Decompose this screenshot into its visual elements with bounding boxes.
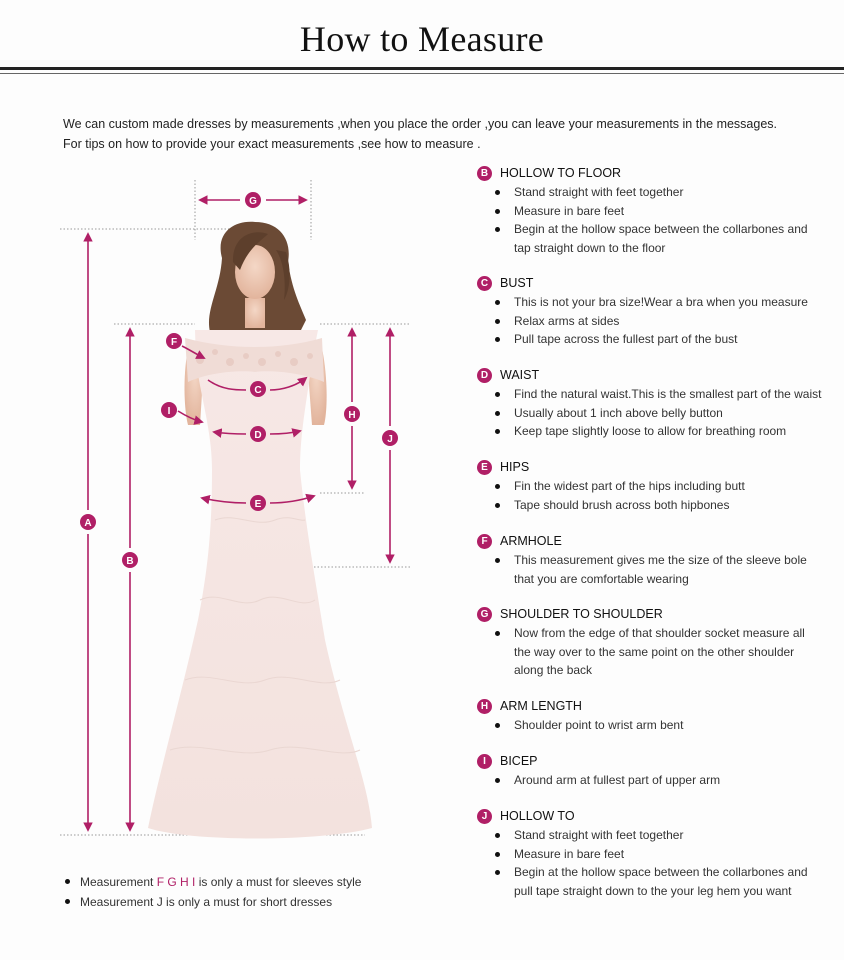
list-item: Begin at the hollow space between the collarbones and pull tape straight down to the your leg hem you want [477, 863, 824, 900]
section-waist [477, 366, 837, 441]
section-badge: D [477, 368, 492, 383]
marker-g [245, 192, 261, 208]
list-item: This is not your bra size!Wear a bra when you measure [477, 293, 824, 312]
section-arm-length [477, 697, 837, 735]
marker-d [250, 426, 266, 442]
note-sleeves [64, 872, 361, 892]
section-hollow-to [477, 807, 837, 900]
list-item: Measure in bare feet [477, 845, 824, 864]
section-badge: F [477, 534, 492, 549]
page-title: How to Measure [299, 19, 545, 59]
marker-j-label: J [387, 434, 393, 445]
list-item: Keep tape slightly loose to allow for breathing room [477, 422, 824, 441]
marker-f-label: F [170, 337, 178, 348]
list-item: Usually about 1 inch above belly button [477, 404, 824, 423]
section-badge: H [477, 699, 492, 714]
intro-line-1: We can custom made dresses by measurements ,when you place the order ,you can leave your measurements in the messages. [63, 117, 778, 131]
section-badge: E [477, 460, 492, 475]
list-item: Around arm at fullest part of upper arm [477, 771, 824, 790]
section-hollow-to-floor [477, 164, 837, 257]
marker-g-label: G [249, 196, 257, 207]
section-badge: G [477, 607, 492, 622]
section-title: HIPS [500, 460, 530, 474]
intro-line-2: For tips on how to provide your exact measurements ,see how to measure . [63, 137, 481, 151]
marker-d-label: D [254, 430, 262, 441]
section-badge: J [477, 809, 492, 824]
section-title: BUST [500, 276, 534, 290]
section-bicep [477, 752, 837, 790]
notes-list [64, 872, 361, 912]
section-title: HOLLOW TO [500, 809, 575, 823]
marker-b [122, 552, 138, 568]
section-title: BICEP [500, 754, 538, 768]
list-item: Shoulder point to wrist arm bent [477, 716, 824, 735]
note-sleeves-prefix: Measurement [80, 875, 157, 889]
section-shoulder-to-shoulder [477, 605, 837, 680]
bride-illustration [148, 222, 372, 839]
list-item: Now from the edge of that shoulder socket measure all the way over to the same point on the other shoulder along the back [477, 624, 824, 680]
section-badge: C [477, 276, 492, 291]
section-title: WAIST [500, 368, 540, 382]
list-item: This measurement gives me the size of the sleeve bole that you are comfortable wearing [477, 551, 824, 588]
section-badge: B [477, 166, 492, 181]
section-armhole [477, 532, 837, 588]
marker-a-label: A [84, 518, 92, 529]
list-item: Begin at the hollow space between the collarbones and tap straight down to the floor [477, 220, 824, 257]
list-item: Fin the widest part of the hips including butt [477, 477, 824, 496]
section-bust [477, 274, 837, 349]
marker-b-label: B [126, 556, 134, 567]
list-item: Stand straight with feet together [477, 826, 824, 845]
list-item: Relax arms at sides [477, 312, 824, 331]
section-title: HOLLOW TO FLOOR [500, 166, 622, 180]
note-short-dresses: Measurement J is only a must for short dresses [64, 892, 361, 912]
section-title: ARM LENGTH [500, 699, 582, 713]
marker-i [161, 402, 177, 418]
list-item: Stand straight with feet together [477, 183, 824, 202]
section-title: ARMHOLE [500, 534, 562, 548]
section-hips [477, 458, 837, 514]
marker-a [80, 514, 96, 530]
marker-i-label: I [167, 406, 171, 417]
note-sleeves-highlight: F G H I [156, 875, 196, 889]
note-sleeves-suffix: is only a must for sleeves style [195, 875, 362, 889]
list-item: Measure in bare feet [477, 202, 824, 221]
marker-f [166, 333, 182, 349]
list-item: Tape should brush across both hipbones [477, 496, 824, 515]
list-item: Pull tape across the fullest part of the bust [477, 330, 824, 349]
marker-e [250, 495, 266, 511]
marker-e-label: E [254, 499, 262, 510]
section-badge: I [477, 754, 492, 769]
marker-c-label: C [254, 385, 262, 396]
list-item: Find the natural waist.This is the smallest part of the waist [477, 385, 824, 404]
marker-c [250, 381, 266, 397]
section-title: SHOULDER TO SHOULDER [500, 607, 663, 621]
marker-h [344, 406, 360, 422]
marker-h-label: H [348, 410, 356, 421]
marker-j [382, 430, 398, 446]
